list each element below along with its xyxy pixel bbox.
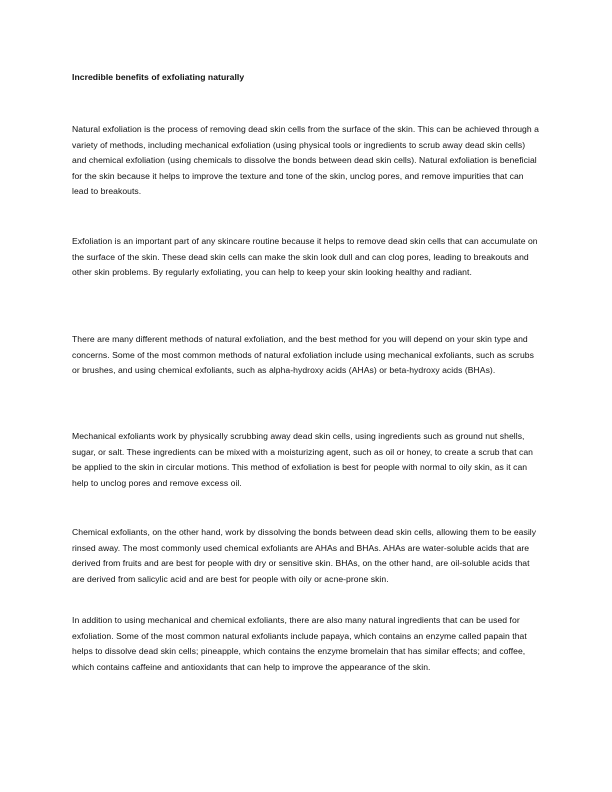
paragraph-methods: There are many different methods of natural exfoliation, and the best method for you will depend on your skin type and concerns. Some of the most common methods of natural exfoliation include using mechanical exfoliants, such as scrubs or brushes, and using chemical exfoliants, such as alpha-hydroxy acids (AHAs) or beta-hydroxy acids (BHAs).: [72, 334, 534, 375]
paragraph-importance: Exfoliation is an important part of any skincare routine because it helps to remove dead skin cells that can accumulate on the surface of the skin. These dead skin cells can make the skin look dull and can clog pores, leading to breakouts and other skin problems. By regularly exfoliating, you can help to keep your skin looking healthy and radiant.: [72, 236, 538, 277]
paragraph-chemical-exfoliants: Chemical exfoliants, on the other hand, work by dissolving the bonds between dead skin cells, allowing them to be easily rinsed away. The most commonly used chemical exfoliants are AHAs and BHAs. AHAs are water-soluble acids that are derived from fruits and are best for people with dry or sensitive skin. BHAs, on the other hand, are oil-soluble acids that are derived from salicylic acid and are best for people with oily or acne-prone skin.: [72, 527, 537, 584]
paragraph-natural-exfoliation: Natural exfoliation is the process of removing dead skin cells from the surface of the skin. This can be achieved through a variety of methods, including mechanical exfoliation (using physical tools or ingredients to scrub away dead skin cells) and chemical exfoliation (using chemicals to dissolve the bonds between dead skin cells). Natural exfoliation is beneficial for the skin because it helps to improve the texture and tone of the skin, unclog pores, and remove impurities that can lead to breakouts.: [72, 124, 539, 196]
paragraph-mechanical-exfoliants: Mechanical exfoliants work by physically scrubbing away dead skin cells, using ingredients such as ground nut shells, sugar, or salt. These ingredients can be mixed with a moisturizing agent, such as oil or honey, to create a scrub that can be applied to the skin in circular motions. This method of exfoliation is best for people with normal to oily skin, as it can help to unclog pores and remove excess oil.: [72, 431, 534, 488]
document-title: Incredible benefits of exfoliating naturally: [72, 72, 245, 82]
paragraph-natural-ingredients: In addition to using mechanical and chemical exfoliants, there are also many natural ingredients that can be used for exfoliation. Some of the most common natural exfoliants include papaya, which contains an enzyme called papain that helps to dissolve dead skin cells; pineapple, which contains the enzyme bromelain that has similar effects; and coffee, which contains caffeine and antioxidants that can help to improve the appearance of the skin.: [72, 615, 527, 672]
